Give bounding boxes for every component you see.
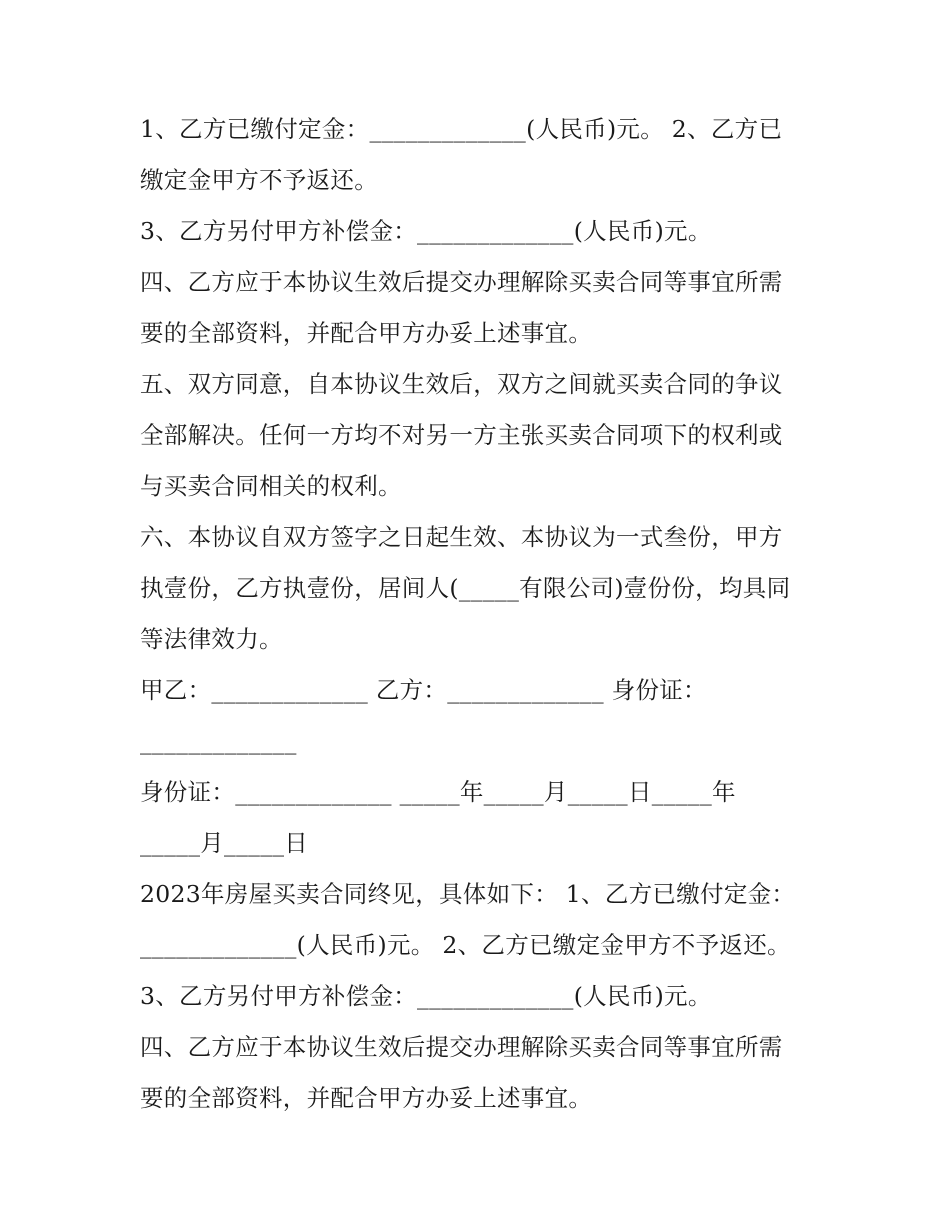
text-line: 四、乙方应于本协议生效后提交办理解除买卖合同等事宜所需 (140, 1033, 783, 1061)
text-line: 缴定金甲方不予返还。 (140, 166, 378, 194)
text-line: 全部解决。任何一方均不对另一方主张买卖合同项下的权利或 (140, 421, 783, 449)
text-line: 身份证：_____________ _____年_____月_____日_____年 (140, 778, 736, 806)
text-line: 2023年房屋买卖合同终见，具体如下： 1、乙方已缴付定金： (140, 880, 796, 908)
text-line: 执壹份，乙方执壹份，居间人(_____有限公司)壹份份，均具同 (140, 574, 791, 602)
text-line: 等法律效力。 (140, 625, 283, 653)
text-line: 要的全部资料，并配合甲方办妥上述事宜。 (140, 319, 593, 347)
text-line: _____________(人民币)元。 2、乙方已缴定金甲方不予返还。 (140, 931, 791, 959)
text-line: 要的全部资料，并配合甲方办妥上述事宜。 (140, 1084, 593, 1112)
text-line: 六、本协议自双方签字之日起生效、本协议为一式叁份，甲方 (140, 523, 783, 551)
text-line: 五、双方同意，自本协议生效后，双方之间就买卖合同的争议 (140, 370, 783, 398)
text-line: 甲乙：_____________ 乙方：_____________ 身份证： (140, 676, 707, 704)
text-line: _____月_____日 (140, 829, 309, 857)
text-line: 与买卖合同相关的权利。 (140, 472, 402, 500)
text-line: 1、乙方已缴付定金：_____________(人民币)元。 2、乙方已 (140, 115, 783, 143)
text-line: 3、乙方另付甲方补偿金：_____________(人民币)元。 (140, 217, 712, 245)
document-body (140, 104, 820, 1124)
text-line: 3、乙方另付甲方补偿金：_____________(人民币)元。 (140, 982, 712, 1010)
text-line: 四、乙方应于本协议生效后提交办理解除买卖合同等事宜所需 (140, 268, 783, 296)
text-line: _____________ (140, 727, 297, 755)
